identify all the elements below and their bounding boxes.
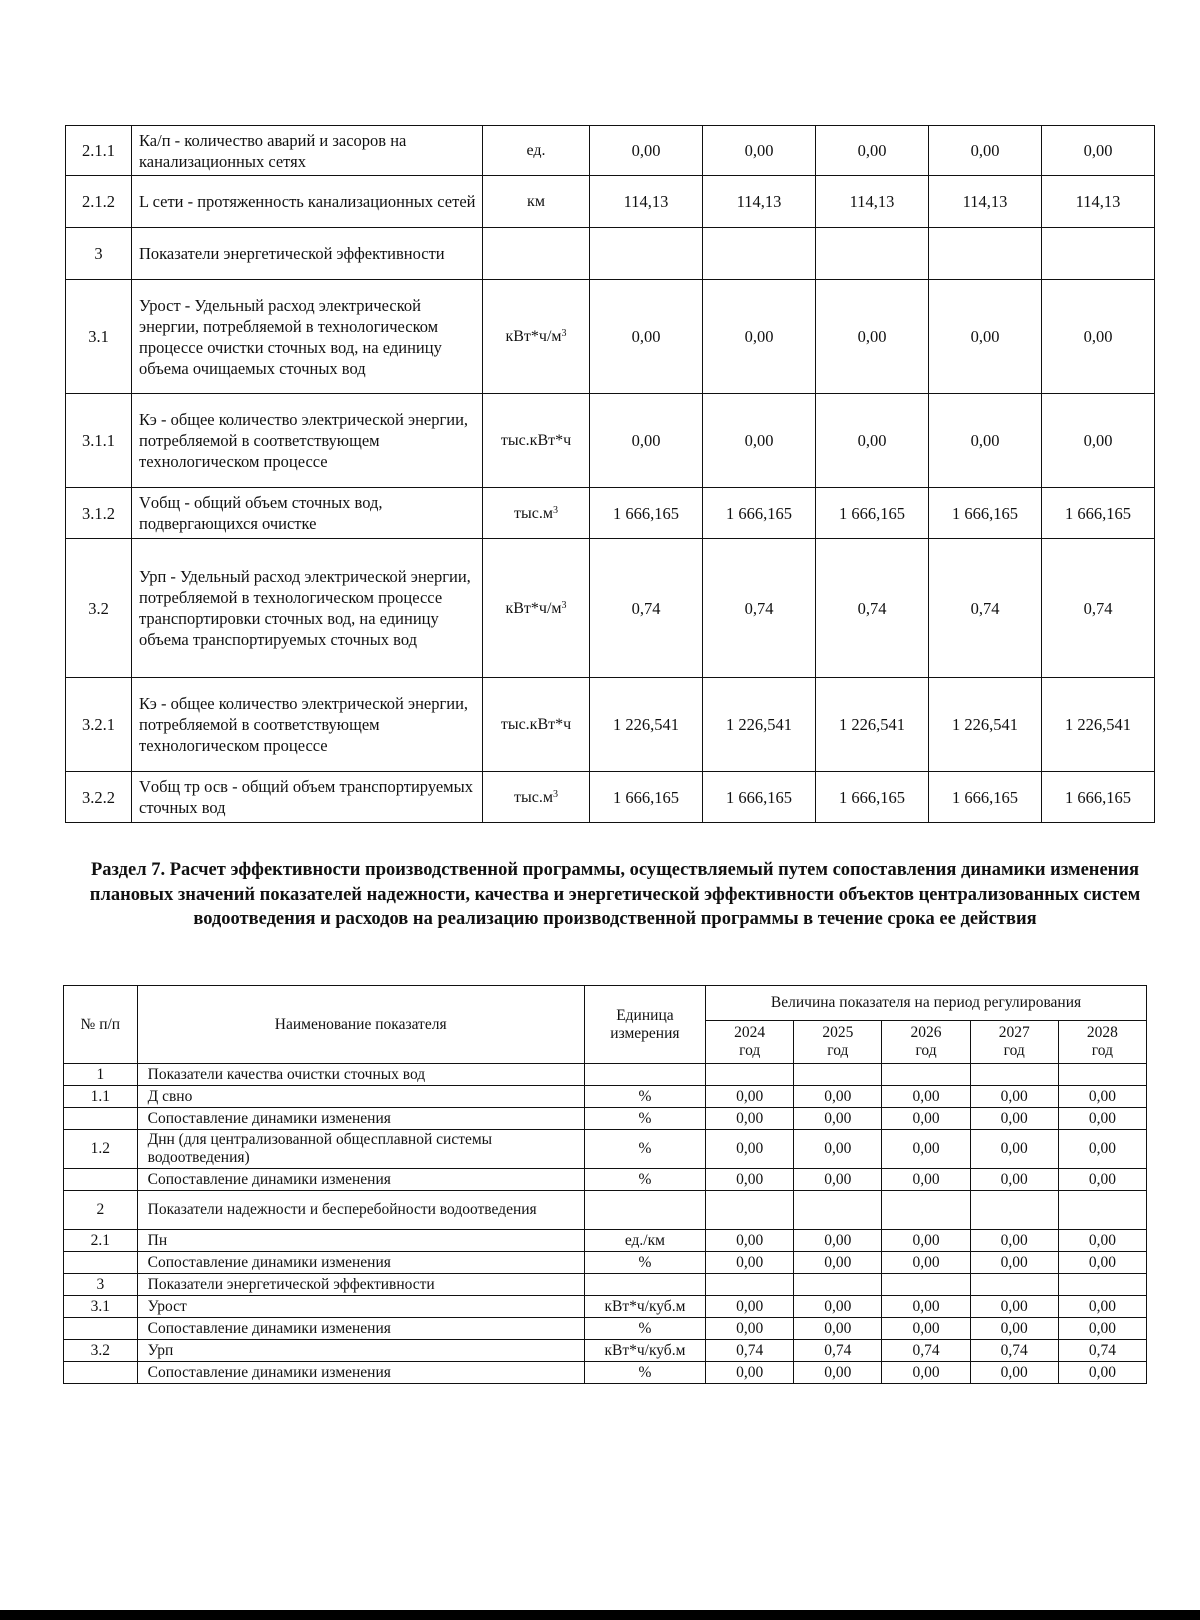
indicator-name: Д свно [137,1086,584,1108]
section-7-heading: Раздел 7. Расчет эффективности производственной программы, осуществляемый путем сопоставления динамики изменения плановых значений показателей надежности, качества и энергетической эффективности объектов централизованных систем водоотведения и расходов на реализацию производственной программы в течение срока ее действия [89,860,1141,929]
unit-cell [483,394,590,488]
unit-cell: кВт*ч/куб.м [584,1296,705,1318]
header-period-group: Величина показателя на период регулирования [706,986,1147,1021]
header-unit: Единица измерения [584,986,705,1064]
value-cell: 0,74 [794,1340,882,1362]
table-row [64,1230,1147,1252]
table-row [64,1086,1147,1108]
value-cell: 0,00 [882,1130,970,1169]
unit-text: тыс.м [514,504,553,522]
table-row [64,1108,1147,1130]
year-number: 2028 [1086,1024,1118,1041]
value-cell: 0,00 [882,1169,970,1191]
value-cell: 0,00 [794,1362,882,1384]
row-number: 3 [66,228,132,280]
row-number: 3.2 [64,1340,138,1362]
row-number: 2.1.1 [66,126,132,176]
table-row [66,488,1155,539]
year-suffix: год [1003,1042,1025,1059]
value-cell [882,1274,970,1296]
row-number: 1 [64,1064,138,1086]
value-cell: 0,00 [970,1130,1058,1169]
header-year-2028 [1058,1021,1146,1064]
header-year-2025 [794,1021,882,1064]
table-row [64,1169,1147,1191]
year-number: 2025 [822,1024,854,1041]
table-row [64,1362,1147,1384]
value-cell: 0,00 [882,1252,970,1274]
value-cell [970,1274,1058,1296]
indicator-name: Показатели надежности и бесперебойности водоотведения [137,1191,584,1230]
value-cell: 0,00 [794,1086,882,1108]
value-cell: 0,00 [590,280,703,394]
unit-cell: % [584,1318,705,1340]
value-cell: 0,00 [794,1108,882,1130]
value-cell: 0,00 [816,394,929,488]
table-row [66,126,1155,176]
row-number: 3.2 [66,539,132,678]
unit-superscript: 3 [561,599,567,611]
value-cell: 0,00 [794,1230,882,1252]
value-cell: 0,00 [794,1252,882,1274]
table-row [64,1064,1147,1086]
value-cell: 0,00 [703,126,816,176]
value-cell: 0,00 [882,1230,970,1252]
row-number: 3.2.2 [66,772,132,823]
unit-cell [584,1064,705,1086]
value-cell: 0,00 [706,1086,794,1108]
value-cell: 1 226,541 [703,678,816,772]
indicator-name: Показатели энергетической эффективности [132,228,483,280]
row-number: 3.1.1 [66,394,132,488]
indicators-table-body [66,126,1155,823]
unit-cell: % [584,1130,705,1169]
value-cell: 0,00 [929,126,1042,176]
value-cell: 0,74 [970,1340,1058,1362]
indicator-name: Vобщ тр осв - общий объем транспортируемых сточных вод [132,772,483,823]
row-number: 3.1 [64,1296,138,1318]
unit-cell: % [584,1252,705,1274]
row-number: 1.2 [64,1130,138,1169]
unit-cell [584,1274,705,1296]
value-cell: 0,74 [706,1340,794,1362]
value-cell: 0,00 [794,1318,882,1340]
value-cell: 0,00 [706,1130,794,1169]
table-row [64,1191,1147,1230]
value-cell: 0,00 [794,1130,882,1169]
unit-cell: % [584,1169,705,1191]
value-cell: 0,00 [970,1086,1058,1108]
value-cell: 0,00 [882,1318,970,1340]
row-number [64,1362,138,1384]
indicator-name: Показатели качества очистки сточных вод [137,1064,584,1086]
value-cell: 0,00 [882,1296,970,1318]
row-number [64,1169,138,1191]
year-suffix: год [827,1042,849,1059]
efficiency-table-body [64,1064,1147,1384]
value-cell: 0,00 [794,1296,882,1318]
value-cell: 0,00 [970,1108,1058,1130]
indicator-name: Урп - Удельный расход электрической энергии, потребляемой в технологическом процессе транспортировки сточных вод, на единицу объема транспортируемых сточных вод [132,539,483,678]
value-cell: 0,00 [590,394,703,488]
row-number [64,1108,138,1130]
header-num: № п/п [64,986,138,1064]
efficiency-table [63,985,1147,1384]
value-cell [794,1064,882,1086]
value-cell: 0,00 [970,1169,1058,1191]
value-cell [1058,1064,1146,1086]
indicator-name: Урп [137,1340,584,1362]
header-year-2024 [706,1021,794,1064]
unit-text: кВт*ч/м [505,599,562,617]
table-row [66,394,1155,488]
indicator-name: Сопоставление динамики изменения [137,1362,584,1384]
unit-cell: % [584,1086,705,1108]
value-cell [706,1274,794,1296]
value-cell [1058,1191,1146,1230]
table-row [64,1274,1147,1296]
unit-text: тыс.м [514,788,553,806]
indicator-name: Показатели энергетической эффективности [137,1274,584,1296]
row-number: 2.1.2 [66,176,132,228]
indicator-name: Днн (для централизованной общесплавной системы водоотведения) [137,1130,584,1169]
value-cell: 1 226,541 [816,678,929,772]
header-name: Наименование показателя [137,986,584,1064]
value-cell: 0,00 [706,1252,794,1274]
indicator-name: L сети - протяженность канализационных сетей [132,176,483,228]
value-cell: 1 666,165 [1042,488,1155,539]
header-year-2026 [882,1021,970,1064]
value-cell: 1 666,165 [816,772,929,823]
unit-cell [483,228,590,280]
value-cell: 0,00 [706,1362,794,1384]
value-cell: 0,74 [590,539,703,678]
value-cell [970,1064,1058,1086]
value-cell: 0,00 [929,394,1042,488]
value-cell: 114,13 [590,176,703,228]
value-cell [882,1191,970,1230]
unit-superscript: 3 [552,504,558,516]
year-number: 2024 [734,1024,766,1041]
value-cell: 0,00 [1058,1318,1146,1340]
value-cell: 0,00 [706,1230,794,1252]
indicator-name: Сопоставление динамики изменения [137,1252,584,1274]
table-row [66,280,1155,394]
value-cell: 1 666,165 [929,488,1042,539]
unit-cell [483,488,590,539]
value-cell: 0,00 [970,1252,1058,1274]
value-cell: 114,13 [1042,176,1155,228]
value-cell: 0,00 [970,1362,1058,1384]
value-cell: 0,00 [703,394,816,488]
unit-superscript: 3 [552,788,558,800]
value-cell [1042,228,1155,280]
year-suffix: год [739,1042,761,1059]
value-cell [1058,1274,1146,1296]
value-cell: 0,74 [929,539,1042,678]
unit-cell: % [584,1362,705,1384]
table-row [64,1340,1147,1362]
unit-text: тыс.кВт*ч [500,716,572,733]
table-row [64,1318,1147,1340]
value-cell: 0,00 [1042,280,1155,394]
table-row [64,1130,1147,1169]
value-cell: 0,00 [706,1296,794,1318]
value-cell: 0,00 [929,280,1042,394]
value-cell: 0,00 [1042,126,1155,176]
value-cell [703,228,816,280]
value-cell [882,1064,970,1086]
value-cell: 1 666,165 [703,772,816,823]
table-row [64,1252,1147,1274]
value-cell: 1 666,165 [590,772,703,823]
table-row [66,228,1155,280]
value-cell [794,1274,882,1296]
value-cell: 0,00 [1058,1169,1146,1191]
value-cell: 0,00 [706,1108,794,1130]
value-cell: 114,13 [703,176,816,228]
value-cell: 0,00 [794,1169,882,1191]
unit-cell [483,280,590,394]
indicator-name: Ка/п - количество аварий и засоров на канализационных сетях [132,126,483,176]
value-cell: 1 226,541 [1042,678,1155,772]
value-cell [794,1191,882,1230]
header-year-2027 [970,1021,1058,1064]
value-cell: 0,00 [882,1086,970,1108]
value-cell: 0,00 [1058,1108,1146,1130]
unit-text: кВт*ч/м [505,328,562,345]
indicators-table-continued [65,125,1155,823]
value-cell: 1 226,541 [590,678,703,772]
unit-cell [483,539,590,678]
unit-cell: % [584,1108,705,1130]
unit-text: тыс.кВт*ч [500,432,572,449]
year-number: 2027 [998,1024,1030,1041]
table-row [66,176,1155,228]
indicator-name: Урост - Удельный расход электрической энергии, потребляемой в технологическом процессе очистки сточных вод, на единицу объема очищаемых сточных вод [132,280,483,394]
value-cell: 0,00 [816,280,929,394]
row-number: 1.1 [64,1086,138,1108]
value-cell: 0,00 [970,1296,1058,1318]
indicator-name: Пн [137,1230,584,1252]
value-cell: 0,00 [1058,1362,1146,1384]
value-cell: 1 666,165 [929,772,1042,823]
value-cell: 0,74 [816,539,929,678]
value-cell [816,228,929,280]
value-cell [590,228,703,280]
value-cell: 0,00 [1058,1230,1146,1252]
value-cell: 1 666,165 [590,488,703,539]
indicator-name: Урост [137,1296,584,1318]
value-cell: 0,00 [590,126,703,176]
unit-cell [584,1191,705,1230]
value-cell: 0,74 [882,1340,970,1362]
value-cell: 1 666,165 [1042,772,1155,823]
unit-cell [483,176,590,228]
unit-text: км [527,193,545,210]
year-suffix: год [1091,1042,1113,1059]
year-suffix: год [915,1042,937,1059]
value-cell [706,1064,794,1086]
value-cell: 0,00 [706,1318,794,1340]
scan-edge-bar [0,1610,1200,1620]
table-row [66,539,1155,678]
indicator-name: Сопоставление динамики изменения [137,1169,584,1191]
row-number: 3.1 [66,280,132,394]
value-cell: 0,74 [1058,1340,1146,1362]
table-row [66,678,1155,772]
efficiency-table-header [64,986,1147,1064]
row-number: 3 [64,1274,138,1296]
value-cell [929,228,1042,280]
row-number [64,1252,138,1274]
year-number: 2026 [910,1024,942,1041]
row-number: 2 [64,1191,138,1230]
value-cell: 0,00 [1042,394,1155,488]
value-cell: 0,00 [882,1108,970,1130]
value-cell: 0,00 [706,1169,794,1191]
row-number: 2.1 [64,1230,138,1252]
value-cell: 1 666,165 [703,488,816,539]
value-cell [970,1191,1058,1230]
table-row [66,772,1155,823]
unit-cell [483,678,590,772]
indicator-name: Сопоставление динамики изменения [137,1108,584,1130]
value-cell: 0,00 [970,1318,1058,1340]
value-cell: 0,00 [703,280,816,394]
value-cell: 0,00 [816,126,929,176]
indicator-name: Сопоставление динамики изменения [137,1318,584,1340]
unit-cell [483,772,590,823]
indicator-name: Кэ - общее количество электрической энергии, потребляемой в соответствующем технологическом процессе [132,394,483,488]
value-cell: 0,00 [1058,1130,1146,1169]
table-row [64,1296,1147,1318]
unit-text: ед. [526,142,546,159]
unit-cell: кВт*ч/куб.м [584,1340,705,1362]
unit-cell [483,126,590,176]
value-cell: 0,00 [1058,1086,1146,1108]
value-cell: 0,00 [970,1230,1058,1252]
value-cell: 1 226,541 [929,678,1042,772]
indicator-name: Vобщ - общий объем сточных вод, подвергающихся очистке [132,488,483,539]
value-cell: 1 666,165 [816,488,929,539]
value-cell: 114,13 [929,176,1042,228]
unit-cell: ед./км [584,1230,705,1252]
row-number: 3.1.2 [66,488,132,539]
value-cell: 114,13 [816,176,929,228]
value-cell: 0,74 [1042,539,1155,678]
value-cell: 0,00 [1058,1296,1146,1318]
unit-superscript: 3 [561,328,567,339]
value-cell [706,1191,794,1230]
value-cell: 0,74 [703,539,816,678]
value-cell: 0,00 [1058,1252,1146,1274]
row-number [64,1318,138,1340]
indicator-name: Кэ - общее количество электрической энергии, потребляемой в соответствующем технологическом процессе [132,678,483,772]
value-cell: 0,00 [882,1362,970,1384]
row-number: 3.2.1 [66,678,132,772]
